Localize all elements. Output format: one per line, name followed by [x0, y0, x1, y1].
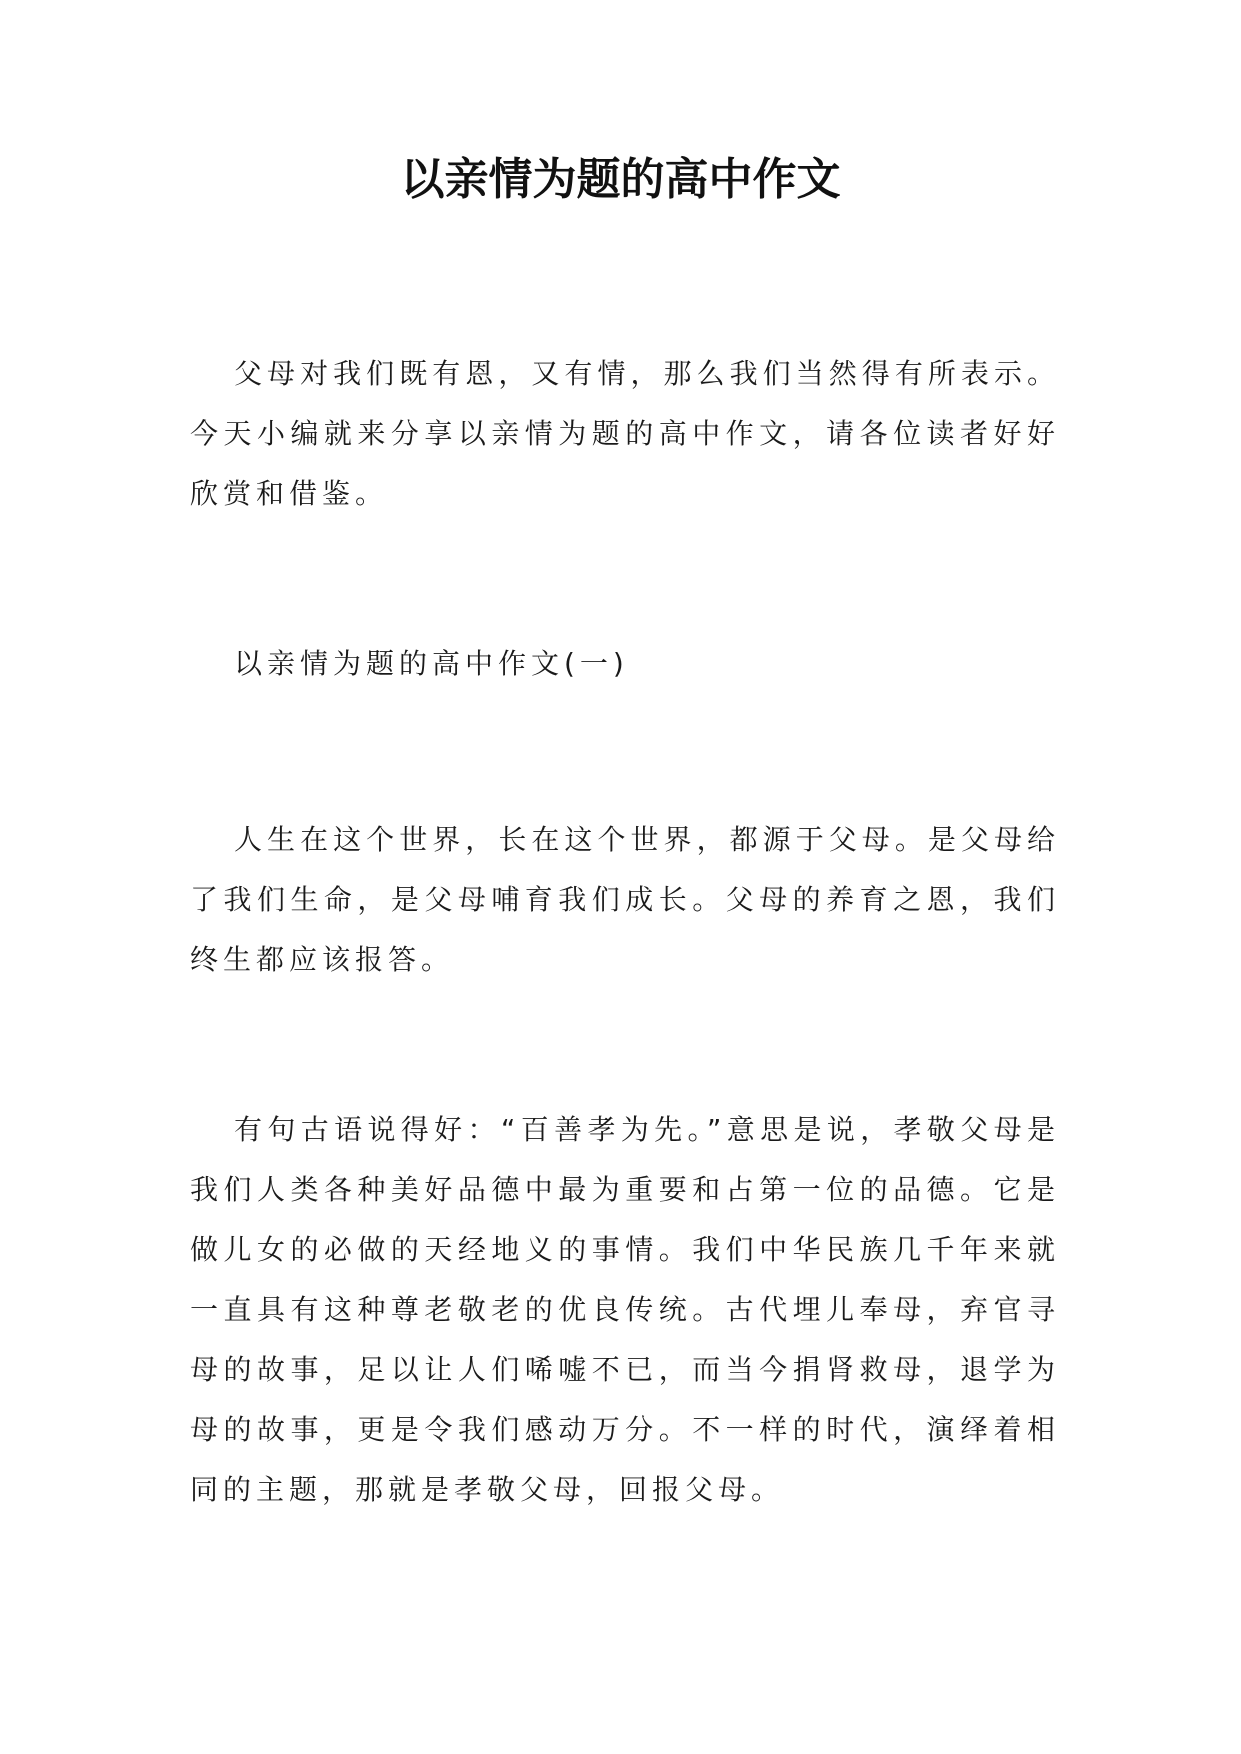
section-heading: 以亲情为题的高中作文(一) [234, 647, 629, 680]
body-paragraph-2: 有句古语说得好：“百善孝为先。”意思是说，孝敬父母是我们人类各种美好品德中最为重要和占第一位的品德。它是做儿女的必做的天经地义的事情。我们中华民族几千年来就一直具有这种尊老敬老的优良传统。古代埋儿奉母，弃官寻母的故事，足以让人们唏嘘不已，而当今捐肾救母，退学为母的故事，更是令我们感动万分。不一样的时代，演绎着相同的主题，那就是孝敬父母，回报父母。 [190, 1113, 1060, 1506]
body-paragraph-1: 人生在这个世界，长在这个世界，都源于父母。是父母给了我们生命，是父母哺育我们成长。父母的养育之恩，我们终生都应该报答。 [190, 823, 1060, 976]
document-title: 以亲情为题的高中作文 [400, 154, 841, 205]
intro-paragraph: 父母对我们既有恩，又有情，那么我们当然得有所表示。今天小编就来分享以亲情为题的高中作文，请各位读者好好欣赏和借鉴。 [190, 357, 1060, 510]
